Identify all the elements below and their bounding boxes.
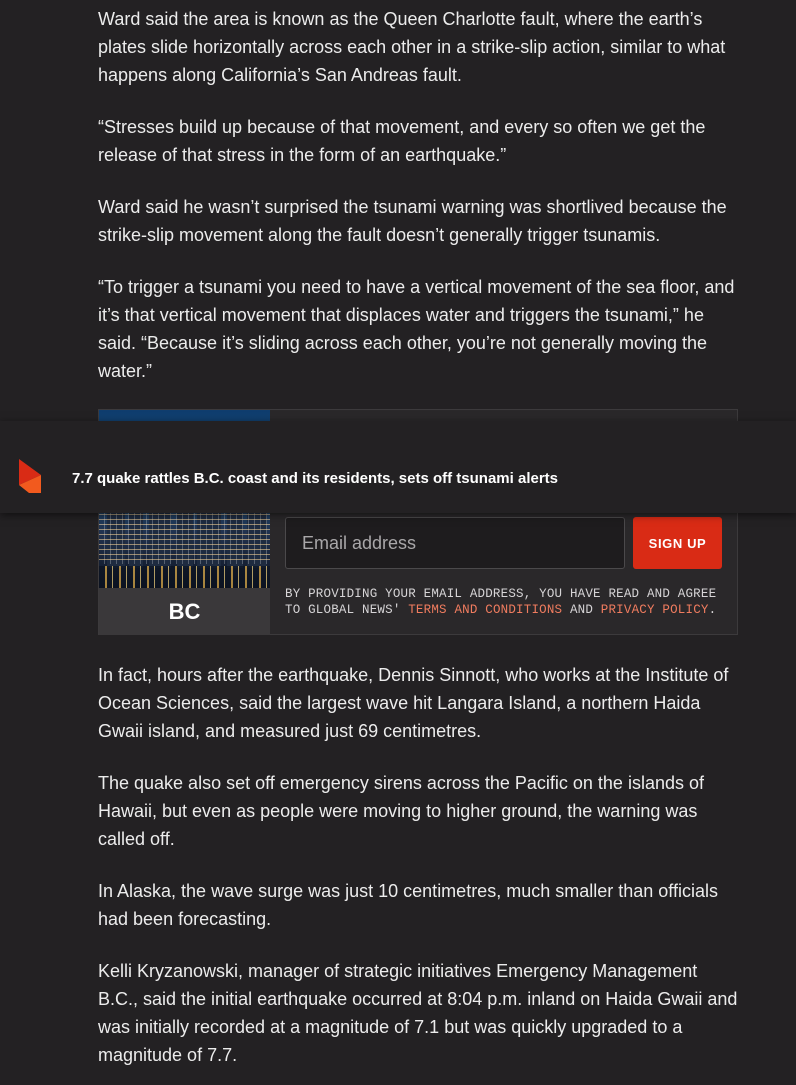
sticky-article-title[interactable]: 7.7 quake rattles B.C. coast and its residents, sets off tsunami alerts xyxy=(72,470,558,487)
paragraph-text: In Alaska, the wave surge was just 10 centimetres, much smaller than officials had been forecasting. xyxy=(98,881,718,929)
article-paragraph xyxy=(98,769,740,853)
paragraph-text: Ward said he wasn’t surprised the tsunami warning was shortlived because the strike-slip movement along the fault doesn’t generally trigger tsunamis. xyxy=(98,197,727,245)
article-paragraph xyxy=(98,661,740,745)
terms-and-conditions-link[interactable]: TERMS AND CONDITIONS xyxy=(408,603,563,617)
paragraph-text: “To trigger a tsunami you need to have a vertical movement of the sea floor, and it’s that vertical movement that displaces water and triggers the tsunami,” he said. “Because it’s sliding across each other, you’re not generally moving the water.” xyxy=(98,277,735,381)
email-input[interactable] xyxy=(285,517,625,569)
article-paragraph xyxy=(98,273,740,385)
article-paragraph xyxy=(98,113,740,169)
legal-suffix: . xyxy=(708,603,717,617)
legal-and: AND xyxy=(569,603,594,617)
legal-prefix: BY PROVIDING YOUR EMAIL ADDRESS, YOU HAVE READ AND AGREE TO GLOBAL NEWS' xyxy=(285,587,717,617)
paragraph-text: In fact, hours after the earthquake, Dennis Sinnott, who works at the Institute of Ocean Sciences, said the largest wave hit Langara Island, a northern Haida Gwaii island, and measured just 69 centimetres. xyxy=(98,665,729,741)
paragraph-text: Kelli Kryzanowski, manager of strategic initiatives Emergency Management B.C., said the initial earthquake occurred at 8:04 p.m. inland on Haida Gwaii and was initially recorded at a magnitude of 7.1 but was quickly upgraded to a magnitude of 7.7. xyxy=(98,961,738,1065)
global-news-logo-icon[interactable] xyxy=(19,459,43,495)
paragraph-text: “Stresses build up because of that movement, and every so often we get the release of that stress in the form of an earthquake.” xyxy=(98,117,706,165)
article-paragraph xyxy=(98,193,740,249)
sign-up-button[interactable]: SIGN UP xyxy=(633,517,722,569)
paragraph-text: Ward said the area is known as the Queen Charlotte fault, where the earth’s plates slide horizontally across each other in a strike-slip action, similar to what happens along California’s San Andreas fault. xyxy=(98,9,726,85)
newsletter-region-label: BC xyxy=(99,588,270,635)
waterfront-lights xyxy=(99,566,270,588)
newsletter-legal-text xyxy=(285,586,725,618)
article-paragraph xyxy=(98,957,740,1069)
paragraph-text: The quake also set off emergency sirens across the Pacific on the islands of Hawaii, but even as people were moving to higher ground, the warning was called off. xyxy=(98,773,704,849)
privacy-policy-link[interactable]: PRIVACY POLICY xyxy=(600,603,709,617)
article-paragraph xyxy=(98,877,740,933)
sticky-article-bar xyxy=(0,421,796,513)
article-paragraph xyxy=(98,5,740,89)
